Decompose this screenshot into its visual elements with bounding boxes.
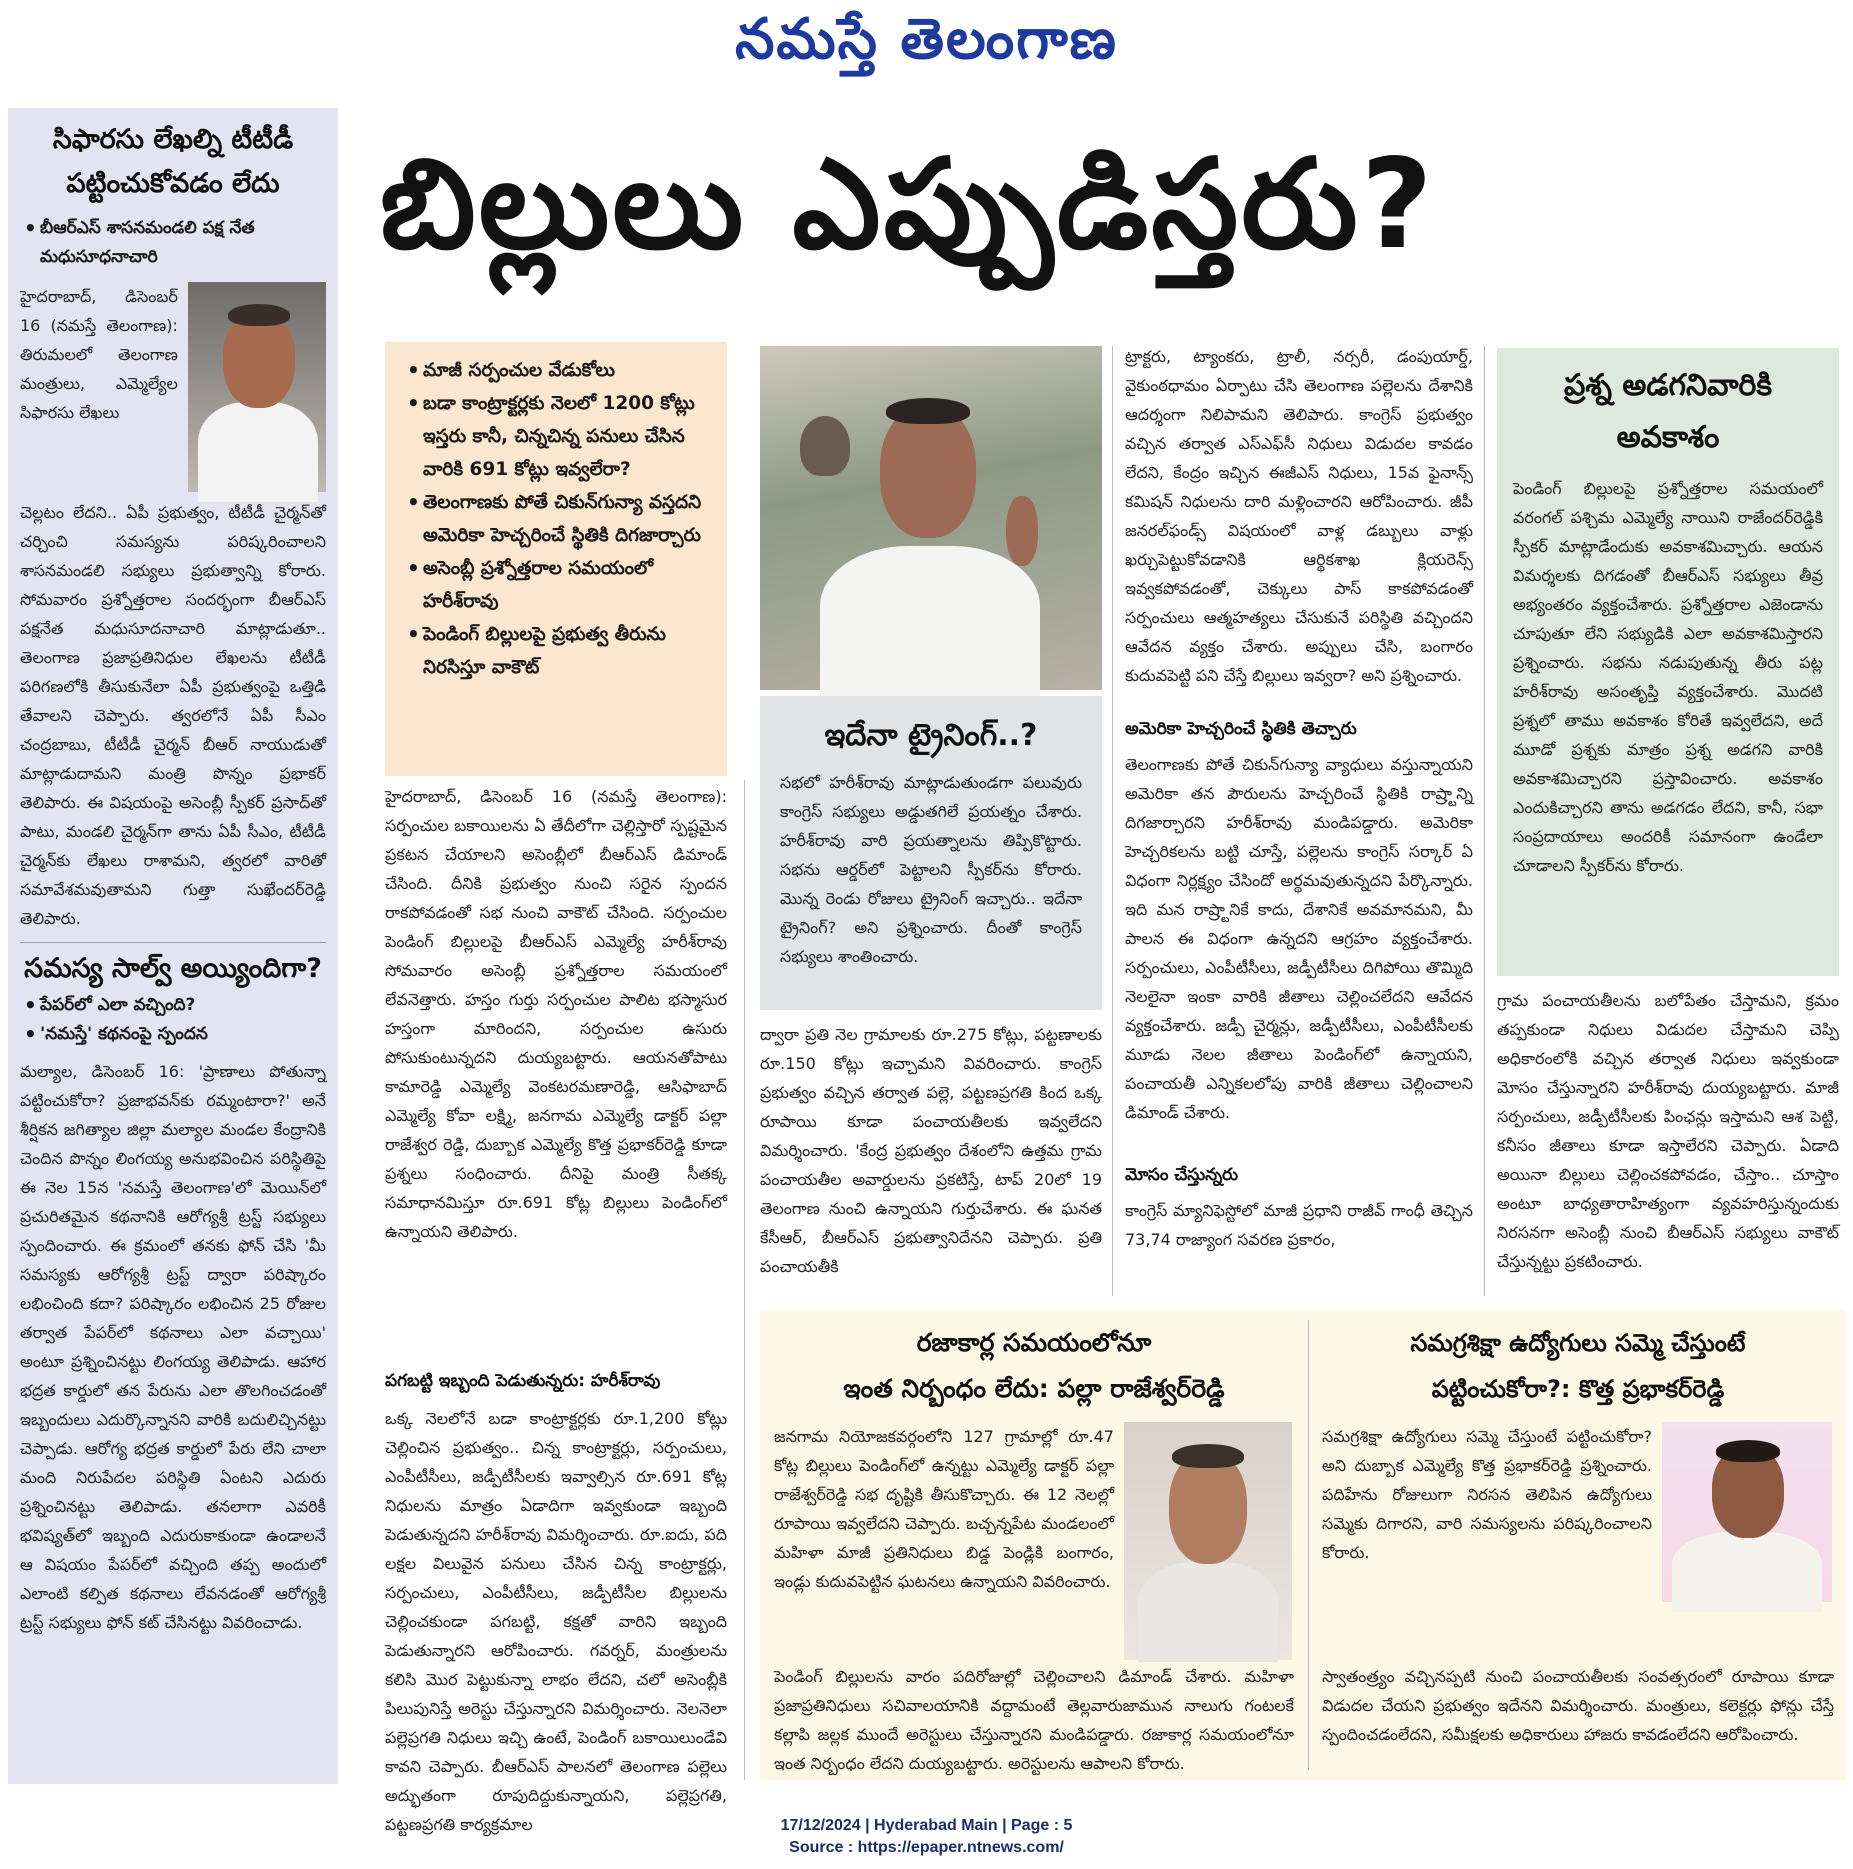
- sidebar-story1-bullet: • బీఆర్ఎస్ శాసనమండలి పక్ష నేత మధుసూధనాచారి: [20, 214, 326, 272]
- madhusudhanachari-photo: [188, 282, 326, 492]
- training-box: [760, 696, 1102, 1010]
- main-story-col3-body2: తెలంగాణకు పోతే చికున్‌గున్యా వ్యాధులు వస్తున్నాయని అమెరికా తన పౌరులను హెచ్చరించే స్థితికి రాష్ర్టాన్ని దిగజార్చారని హరీశ్‌రావు మండిపడ్డారు. అమెరికా హెచ్చరికలను బట్టి చూస్తే, పల్లెలను కాంగ్రెస్ సర్కార్ ఏ విధంగా నిర్లక్ష్యం చేసిందో అర్థమవుతున్నదని పేర్కొన్నారు. ఇది మన రాష్ర్టానికే కాదు, దేశానికే అవమానమని, మీ పాలన ఈ విధంగా ఉన్నదని ఆగ్రహం వ్యక్తంచేశారు. సర్పంచులు, ఎంపీటీసీలు, జడ్పీటీసీలు దిగిపోయి తొమ్మిది నెలలైనా ఇంకా వారికి జీతాలు చెల్లించలేదని ఆవేదన వ్యక్తంచేశారు. జడ్పీ చైర్మన్లు, జడ్పీటీసీలు, ఎంపీటీసీలకు మూడు నెలల జీతాలు పెండింగ్‌లో ఉన్నాయని, పంచాయతీ ఎన్నికలలోపు వారికి జీతాలు చెల్లించాలని డిమాండ్ చేశారు.: [1125, 755, 1473, 1122]
- highlights-box: [385, 342, 727, 776]
- prabhakar-body: స్వాతంత్ర్యం వచ్చినప్పటి నుంచి పంచాయతీలకు సంవత్సరంలో రూపాయి కూడా విడుదల చేయని ప్రభుత్వం ఇదేనని విమర్శించారు. మంత్రులు, కలెక్టర్లు ఫోన్లు చేస్తే స్పందించడంలేదని, సమీక్షలకు అధికారులు హాజరు కావడంలేదని ఆరోపించారు.: [1322, 1667, 1834, 1744]
- main-headline: బిల్లులు ఎప్పుడిస్తరు?: [380, 133, 1436, 277]
- palla-body-top: జనగామ నియోజకవర్గంలోని 127 గ్రామాల్లో రూ.47 కోట్ల బిల్లులు పెండింగ్‌లో ఉన్నట్టు ఎమ్మెల్యే డాక్టర్ పల్లా రాజేశ్వర్‌రెడ్డి సభ దృష్టికి తీసుకొచ్చారు. ఈ 12 నెలల్లో రూపాయి ఇవ్వలేదని చెప్పారు. బచ్చన్నపేట మండలంలో మహిళా మాజీ ప్రతినిధులు బిడ్డ పెండ్లికి బంగారం, ఇండ్లు కుదువపెట్టిన ఘటనలు ఉన్నాయని వివరించారు.: [774, 1427, 1114, 1591]
- main-story-col4-body: గ్రామ పంచాయతీలను బలోపేతం చేస్తామని, క్రమం తప్పకుండా నిధులు విడుదల చేస్తామని చెప్పి అధికారంలోకి వచ్చిన తర్వాత నిధులు ఇవ్వకుండా మోసం చేస్తున్నారని హరీశ్‌రావు దుయ్యబట్టారు. మాజీ సర్పంచులు, జడ్పీటీసీలకు పింఛన్లు ఇస్తామని ఆశ పెట్టి, కనీసం జీతాలు కూడా ఇస్తాలేరని చెప్పారు. ఏడాది అయినా బిల్లులు చెల్లించకపోవడం, చేస్తాం.. చూస్తాం అంటూ బాధ్యతారాహిత్యంగా వ్యవహరిస్తున్నందుకు నిరసనగా అసెంబ్లీ నుంచి బీఆర్ఎస్ సభ్యులు వాకౌట్ చేస్తున్నట్టు ప్రకటించారు.: [1497, 991, 1839, 1271]
- highlight-item: • పెండింగ్ బిల్లులపై ప్రభుత్వ తీరును నిరసిస్తూ వాకౌట్: [403, 618, 713, 684]
- main-story-col3: [1125, 342, 1473, 1302]
- sidebar: [8, 108, 338, 1784]
- training-box-title: ఇదేనా ట్రైనింగ్..?: [824, 718, 1038, 753]
- sidebar-story1-body-top: హైదరాబాద్, డిసెంబర్ 16 (నమస్తే తెలంగాణ): తిరుమలలో తెలంగాణ మంత్రులు, ఎమ్మెల్యేల సిఫారసు లేఖలు: [20, 287, 178, 422]
- sidebar-story2-body: మల్యాల, డిసెంబర్ 16: 'ప్రాణాలు పోతున్నా పట్టించుకోరా? ప్రజాభవన్‌కు రమ్మంటారా?' అనే శీర్షికన జగిత్యాల జిల్లా మల్యాల మండల కేంద్రానికి చెందిన పొన్నం లింగయ్య అనుభవించిన పరిస్థితిపై ఈ నెల 15న 'నమస్తే తెలంగాణ'లో మెయిన్‌లో ప్రచురితమైన కథనానికి ఆరోగ్యశ్రీ ట్రస్ట్ సభ్యులు స్పందించారు. ఈ క్రమంలో తనకు ఫోన్ చేసి 'మీ సమస్యకు ఆరోగ్యశ్రీ ట్రస్ట్ ద్వారా పరిష్కారం లభించింది కదా? పరిష్కారం లభించిన 25 రోజుల తర్వాత పేపర్‌లో కథనాలు ఎలా వచ్చాయి' అంటూ ప్రశ్నించినట్టు లింగయ్య తెలిపాడు. ఆహార భద్రత కార్డులో తన పేరును ఎలా తొలగించడంతో ఇబ్బందులు ఎదుర్కొన్నానని వారికి బదులిచ్చినట్టు చెప్పాడు. ఆరోగ్య భద్రత కార్డులో పేరు లేని చాలా మంది నిరుపేదల పరిస్థితి ఏంటని ఎదురు ప్రశ్నించినట్టు తెలిపాడు. తనలాగా ఎవరికీ భవిష్యత్‌లో ఇబ్బంది ఎదురుకాకుండా ఉండాలనే ఆ విషయం పేపర్‌లో వచ్చింది తప్ప అందులో ఎలాంటి కల్పిత కథనాలు లేవనడంతో ఆరోగ్యశ్రీ ట్రస్ట్ సభ్యులు ఫోన్ కట్ చేసినట్టు వివరించాడు.: [20, 1062, 326, 1632]
- footer-edition-info: 17/12/2024 | Hyderabad Main | Page : 5: [780, 1817, 1073, 1834]
- prabhakar-headline-line2: పట్టించుకోరా?: కొత్త ప్రభాకర్‌రెడ్డి: [1431, 1375, 1725, 1403]
- main-story-col3-subhead2: మోసం చేస్తున్నరు: [1125, 1165, 1239, 1185]
- sidebar-story2-headline: సమస్య సాల్వ్ అయ్యిందిగా?: [24, 953, 322, 984]
- main-story-col3-subhead1: అమెరికా హెచ్చరించే స్థితికి తెచ్చారు: [1125, 719, 1357, 739]
- kotha-prabhakar-reddy-photo: [1662, 1422, 1832, 1602]
- harish-rao-photo: [760, 346, 1102, 690]
- prabhakar-body-top: సమగ్రశిక్షా ఉద్యోగులు సమ్మె చేస్తుంటే పట్టించుకోరా? అని దుబ్బాక ఎమ్మెల్యే కొత్త ప్రభాకర్‌రెడ్డి ప్రశ్నించారు. పదిహేను రోజులుగా నిరసన తెలిపిన ఉద్యోగులు సమ్మెకు దిగారని, వారి సమస్యలను పరిష్కరించాలని కోరారు.: [1322, 1427, 1652, 1562]
- main-story-col1-body2: ఒక్క నెలలోనే బడా కాంట్రాక్టర్లకు రూ.1,200 కోట్లు చెల్లించిన ప్రభుత్వం.. చిన్న కాంట్రాక్టర్లు, సర్పంచులు, ఎంపీటీసీలు, జడ్పీటీసీలకు ఇవ్వాల్సిన రూ.691 కోట్ల నిధులను మాత్రం ఏడాదిగా ఇవ్వకుండా ఇబ్బంది పెడుతున్నదని హరీశ్‌రావు విమర్శించారు. రూ.ఐదు, పది లక్షల విలువైన పనులు చేసిన చిన్న కాంట్రాక్టర్లు, సర్పంచులు, ఎంపీటీసీలు, జడ్పీటీసీల బిల్లులను చెల్లించకుండా పగబట్టి, కక్షతో వారిని ఇబ్బంది పెడుతున్నారని ఆరోపించారు. గవర్నర్, మంత్రులను కలిసి మొర పెట్టుకున్నా లాభం లేదని, చలో అసెంబ్లీకి పిలుపునిస్తే అరెస్టు చేస్తున్నారని విమర్శించారు. నెలనెలా పల్లెప్రగతి నిధులు ఇచ్చి ఉంటే, పెండింగ్ బకాయిలుండేవి కావని చెప్పారు. బీఆర్ఎస్ పాలనలో తెలంగాణ పల్లెలు అద్భుతంగా రూపుదిద్దుకున్నాయని, పల్లెప్రగతి, పట్టణప్రగతి కార్యక్రమాల: [385, 1409, 727, 1834]
- sidebar-story1-body: చెల్లటం లేదని.. ఏపీ ప్రభుత్వం, టీటీడీ చైర్మన్‌తో చర్చించి సమస్యను పరిష్కరించాలని శాసనమండలి సభ్యులు ప్రభుత్వాన్ని కోరారు. సోమవారం ప్రశ్నోత్తరాల సందర్భంగా బీఆర్ఎస్ పక్షనేత మధుసూదనాచారి మాట్లాడుతూ.. తెలంగాణ ప్రజాప్రతినిధుల లేఖలను టీటీడీ పరిగణలోకి తీసుకునేలా ఏపీ ప్రభుత్వంపై ఒత్తిడి తేవాలని చెప్పారు. త్వరలోనే ఏపీ సీఎం చంద్రబాబు, టీటీడీ చైర్మన్ బీఆర్ నాయుడుతో మాట్లాడుదామని మంత్రి పొన్నం ప్రభాకర్ తెలిపారు. ఈ విషయంపై అసెంబ్లీ స్పీకర్ ప్రసాద్‌తో పాటు, మండలి చైర్మన్‌గా తాను ఏపీ సీఎం, టీటీడీ చైర్మన్‌కు లేఖలు రాశామని, త్వరలో వారితో సమావేశమవుతామని గుత్తా సుఖేందర్‌రెడ్డి తెలిపారు.: [20, 503, 326, 928]
- palla-body: పెండింగ్ బిల్లులను వారం పదిరోజుల్లో చెల్లించాలని డిమాండ్ చేశారు. మహిళా ప్రజాప్రతినిధులు సచివాలయానికి వద్దామంటే తెల్లవారుజామున నాలుగు గంటలకే కల్లాపి జల్లక ముందే అరెస్టులు చేస్తున్నారని మండిపడ్డారు. రజాకార్ల సమయంలోనూ ఇంత నిర్బంధం లేదని దుయ్యబట్టారు. అరెస్టులను ఆపాలని కోరారు.: [774, 1667, 1294, 1773]
- highlight-item: • తెలంగాణకు పోతే చికున్‌గున్యా వస్తదని అమెరికా హెచ్చరించే స్థితికి దిగజార్చారు: [403, 486, 713, 552]
- footer: [0, 1815, 1853, 1859]
- palla-headline-line1: రజాకార్ల సమయంలోనూ: [916, 1328, 1152, 1357]
- main-story-col2-body: ద్వారా ప్రతి నెల గ్రామాలకు రూ.275 కోట్లు, పట్టణాలకు రూ.150 కోట్లు ఇచ్చామని వివరించారు. కాంగ్రెస్ ప్రభుత్వం వచ్చిన తర్వాత పల్లె, పట్టణప్రగతి కింద ఒక్క రూపాయి కూడా పంచాయతీలకు ఇవ్వలేదని విమర్శించారు. 'కేంద్ర ప్రభుత్వం దేశంలోని ఉత్తమ గ్రామ పంచాయతీల అవార్డులను ప్రకటిస్తే, టాప్ 20లో 19 తెలంగాణ నుంచి ఉన్నాయని గుర్తుచేశారు. ఈ ఘనత కేసీఆర్, బీఆర్ఎస్ ప్రభుత్వానిదేనని చెప్పారు. ప్రతి పంచాయతీకి: [760, 1025, 1102, 1276]
- prabhakar-headline-line1: సమగ్రశిక్షా ఉద్యోగులు సమ్మె చేస్తుంటే: [1410, 1329, 1746, 1357]
- prabhakar-story: [1322, 1320, 1834, 1770]
- palla-story: [774, 1320, 1294, 1773]
- training-box-body: సభలో హరీశ్‌రావు మాట్లాడుతుండగా పలువురు కాంగ్రెస్ సభ్యులు అడ్డుతగిలే ప్రయత్నం చేశారు. హరీశ్‌రావు వారి ప్రయత్నాలను తిప్పికొట్టారు. సభను ఆర్డర్‌లో పెట్టాలని స్పీకర్‌ను కోరారు. మొన్న రెండు రోజులు ట్రైనింగ్ ఇచ్చారు.. ఇదేనా ట్రైనింగ్? అని ప్రశ్నించారు. దీంతో కాంగ్రెస్ సభ్యులు శాంతించారు.: [780, 773, 1082, 966]
- question-box-body: పెండింగ్ బిల్లులపై ప్రశ్నోత్తరాల సమయంలో వరంగల్ పశ్చిమ ఎమ్మెల్యే నాయిని రాజేందర్‌రెడ్డికి స్పీకర్ మాట్లాడేందుకు అవకాశమిచ్చారు. ఆయన విమర్శలకు దిగడంతో బీఆర్ఎస్ సభ్యులు తీవ్ర అభ్యంతరం వ్యక్తంచేశారు. ప్రశ్నోత్తరాల ఎజెండాను చూపుతూ లేని సభ్యుడికి ఎలా అవకాశమిస్తారని ప్రశ్నించారు. సభను నడుపుతున్న తీరు పట్ల హరీశ్‌రావు అసంతృప్తి వ్యక్తంచేశారు. మొదటి ప్రశ్నలో తాము అవకాశం కోరితే ఇవ్వలేదని, అదే మూడో ప్రశ్నకు మాత్రం ప్రశ్న అడగని వారికి అవకాశమిచ్చారని ప్రస్తావించారు. అవకాశం ఎందుకిచ్చారని తాను అడగడం లేదని, కానీ, సభా సంప్రదాయాలు అందరికీ సమానంగా ఉండేలా చూడాలని స్పీకర్‌ను కోరారు.: [1513, 479, 1823, 875]
- bottom-panel: [760, 1310, 1846, 1780]
- main-story-col3-body: ట్రాక్టరు, ట్యాంకరు, ట్రాలీ, నర్సరీ, డంపుయార్డ్, వైకుంఠధామం ఏర్పాటు చేసి తెలంగాణ పల్లెలను దేశానికి ఆదర్శంగా నిలిపామని తెలిపారు. కాంగ్రెస్ ప్రభుత్వం వచ్చిన తర్వాత ఎస్ఎఫ్‌సీ నిధులు విడుదల కావడం లేదని, కేంద్రం ఇచ్చిన ఈజీఎస్ నిధులు, 15వ ఫైనాన్స్ కమిషన్ నిధులను దారి మళ్లించారని ఆరోపించారు. జీపీ జనరల్‌ఫండ్స్ విషయంలో వాళ్ల డబ్బులు వాళ్లు ఖర్చుపెట్టుకోవడానికి ఆర్థికశాఖ క్లియరెన్స్ ఇవ్వకపోవడంతో, చెక్కులు పాస్ కాకపోవడంతో సర్పంచులు ఆత్మహత్యలు చేసుకునే పరిస్థితి వచ్చిందని ఆవేదన వ్యక్తం చేశారు. అప్పులు చేసి, బంగారం కుదువపెట్టి పని చేస్తే బిల్లులు ఇవ్వరా? అని ప్రశ్నించారు.: [1125, 347, 1473, 685]
- column-divider: [1484, 346, 1485, 1296]
- sidebar-story2-bullet-2: • 'నమస్తే' కథనంపై స్పందన: [20, 1020, 326, 1049]
- question-box-title: ప్రశ్న అడగనివారికి అవకాశం: [1564, 368, 1772, 455]
- palla-headline-line2: ఇంత నిర్బంధం లేదు: పల్లా రాజేశ్వర్‌రెడ్డి: [843, 1374, 1225, 1403]
- sidebar-story2-bullet-1: • పేపర్‌లో ఎలా వచ్చింది?: [20, 991, 326, 1020]
- masthead: నమస్తే తెలంగాణ: [735, 6, 1118, 72]
- main-story-col3-body3: కాంగ్రెస్ మ్యానిఫెస్టోలో మాజీ ప్రధాని రాజీవ్ గాంధీ తెచ్చిన 73,74 రాజ్యాంగ సవరణ ప్రకారం,: [1125, 1201, 1473, 1249]
- main-story-col1-body: హైదరాబాద్, డిసెంబర్ 16 (నమస్తే తెలంగాణ): సర్పంచుల బకాయిలను ఏ తేదీలోగా చెల్లిస్తారో స్పష్టమైన ప్రకటన చేయాలని అసెంబ్లీలో బీఆర్ఎస్ డిమాండ్ చేసింది. దీనికి ప్రభుత్వం నుంచి సరైన స్పందన రాకపోవడంతో సభ నుంచి వాకౌట్ చేసింది. సర్పంచుల పెండింగ్ బిల్లులపై బీఆర్ఎస్ ఎమ్మెల్యే హరీశ్‌రావు సోమవారం అసెంబ్లీ ప్రశ్నోత్తరాల సమయంలో లేవనెత్తారు. హస్తం గుర్తు సర్పంచుల పాలిట భస్మాసుర హస్తంగా మారిందని, సర్పంచుల ఉసురు పోసుకుంటున్నదని దుయ్యబట్టారు. ఆయనతోపాటు కామారెడ్డి ఎమ్మెల్యే వెంకటరమణారెడ్డి, ఆసిఫాబాద్ ఎమ్మెల్యే కోవా లక్ష్మి, జనగామ ఎమ్మెల్యే డాక్టర్ పల్లా రాజేశ్వర రెడ్డి, దుబ్బాక ఎమ్మెల్యే కొత్త ప్రభాకర్‌రెడ్డి కూడా ప్రశ్నలు సంధించారు. దీనిపై మంత్రి సీతక్క సమాధానమిస్తూ రూ.691 కోట్ల బిల్లులు పెండింగ్‌లో ఉన్నాయని తెలిపారు.: [385, 787, 727, 1241]
- question-box: [1497, 348, 1839, 976]
- highlight-item: • మాజీ సర్పంచుల వేడుకోలు: [403, 354, 713, 387]
- highlight-item: • అసెంబ్లీ ప్రశ్నోత్తరాల సమయంలో హరీశ్‌రావు: [403, 552, 713, 618]
- column-divider: [1112, 346, 1113, 1296]
- sidebar-story1-headline: సిఫారసు లేఖల్ని టీటీడీ పట్టించుకోవడం లేదు: [52, 124, 294, 199]
- main-story-col1-subhead: పగబట్టి ఇబ్బంది పెడుతున్నరు: హరీశ్‌రావు: [385, 1371, 661, 1391]
- footer-source: Source : https://epaper.ntnews.com/: [789, 1839, 1064, 1856]
- main-story-col1: [385, 782, 727, 1834]
- bottom-divider: [1308, 1320, 1309, 1770]
- highlight-item: • బడా కాంట్రాక్టర్లకు నెలలో 1200 కోట్లు ఇస్తరు కానీ, చిన్నచిన్న పనులు చేసిన వారికి 691 కోట్లు ఇవ్వలేరా?: [403, 387, 713, 486]
- column-divider: [744, 780, 745, 1780]
- palla-rajeshwar-reddy-photo: [1124, 1422, 1292, 1660]
